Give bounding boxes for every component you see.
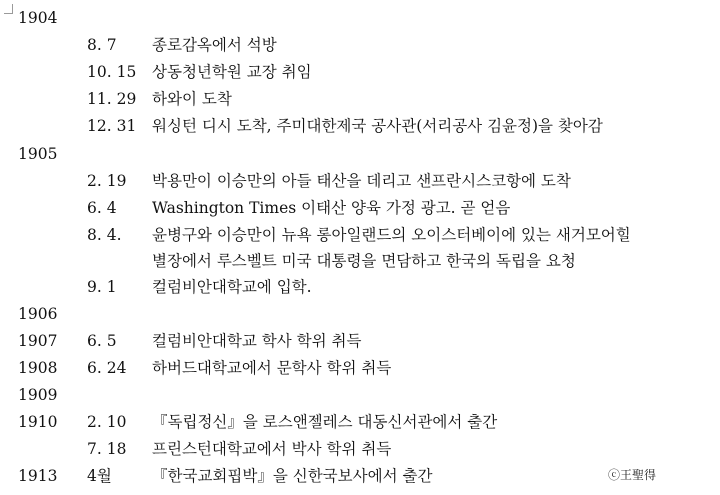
row-text: 『한국교회핍박』을 신한국보사에서 출간 <box>152 467 433 485</box>
row-date: 6. 5 <box>87 332 117 350</box>
row-text: Washington Times 이태산 양육 가정 광고. 곧 얻음 <box>152 199 511 217</box>
row-year: 1909 <box>18 386 58 404</box>
row-year: 1908 <box>18 359 58 377</box>
row-date: 7. 18 <box>87 440 127 458</box>
row-text: 프린스턴대학교에서 박사 학위 취득 <box>152 440 392 458</box>
row-text: 종로감옥에서 석방 <box>152 36 277 54</box>
row-text: 하버드대학교에서 문학사 학위 취득 <box>152 359 392 377</box>
row-date: 6. 4 <box>87 199 117 217</box>
row-text: 별장에서 루스벨트 미국 대통령을 면담하고 한국의 독립을 요청 <box>152 252 576 270</box>
copyright-mark: ⓒ王聖得 <box>608 468 657 482</box>
row-text: 컬럼비안대학교 학사 학위 취득 <box>152 332 362 350</box>
timeline-row <box>0 195 720 221</box>
timeline-row <box>0 222 720 248</box>
timeline-row <box>0 86 720 112</box>
row-date: 4월 <box>87 467 112 485</box>
timeline-row <box>0 355 720 381</box>
row-year: 1904 <box>18 9 58 27</box>
timeline-row <box>0 141 720 167</box>
row-date: 6. 24 <box>87 359 127 377</box>
timeline-row <box>0 409 720 435</box>
timeline-row <box>0 274 720 300</box>
row-year: 1907 <box>18 332 58 350</box>
row-date: 8. 4. <box>87 226 122 244</box>
timeline-row <box>0 32 720 58</box>
timeline-row <box>0 5 720 31</box>
row-date: 11. 29 <box>87 90 137 108</box>
row-date: 2. 10 <box>87 413 127 431</box>
timeline-row <box>0 436 720 462</box>
timeline-row <box>0 301 720 327</box>
row-text: 컬럼비안대학교에 입학. <box>152 278 312 296</box>
timeline-row-continued <box>0 248 720 274</box>
row-date: 9. 1 <box>87 278 117 296</box>
row-year: 1913 <box>18 467 58 485</box>
timeline-row <box>0 382 720 408</box>
row-text: 윤병구와 이승만이 뉴욕 롱아일랜드의 오이스터베이에 있는 새거모어힐 <box>152 226 631 244</box>
row-text: 박용만이 이승만의 아들 태산을 데리고 샌프란시스코항에 도착 <box>152 172 571 190</box>
row-date: 12. 31 <box>87 117 137 135</box>
timeline-row <box>0 113 720 139</box>
timeline-row <box>0 328 720 354</box>
row-year: 1910 <box>18 413 58 431</box>
row-text: 상동청년학원 교장 취임 <box>152 63 312 81</box>
row-date: 8. 7 <box>87 36 117 54</box>
row-text: 하와이 도착 <box>152 90 232 108</box>
row-date: 10. 15 <box>87 63 137 81</box>
row-text: 워싱턴 디시 도착, 주미대한제국 공사관(서리공사 김윤정)을 찾아감 <box>152 117 603 135</box>
timeline-row <box>0 59 720 85</box>
row-year: 1905 <box>18 145 58 163</box>
row-date: 2. 19 <box>87 172 127 190</box>
row-year: 1906 <box>18 305 58 323</box>
row-text: 『독립정신』을 로스앤젤레스 대동신서관에서 출간 <box>152 413 498 431</box>
timeline-row <box>0 168 720 194</box>
